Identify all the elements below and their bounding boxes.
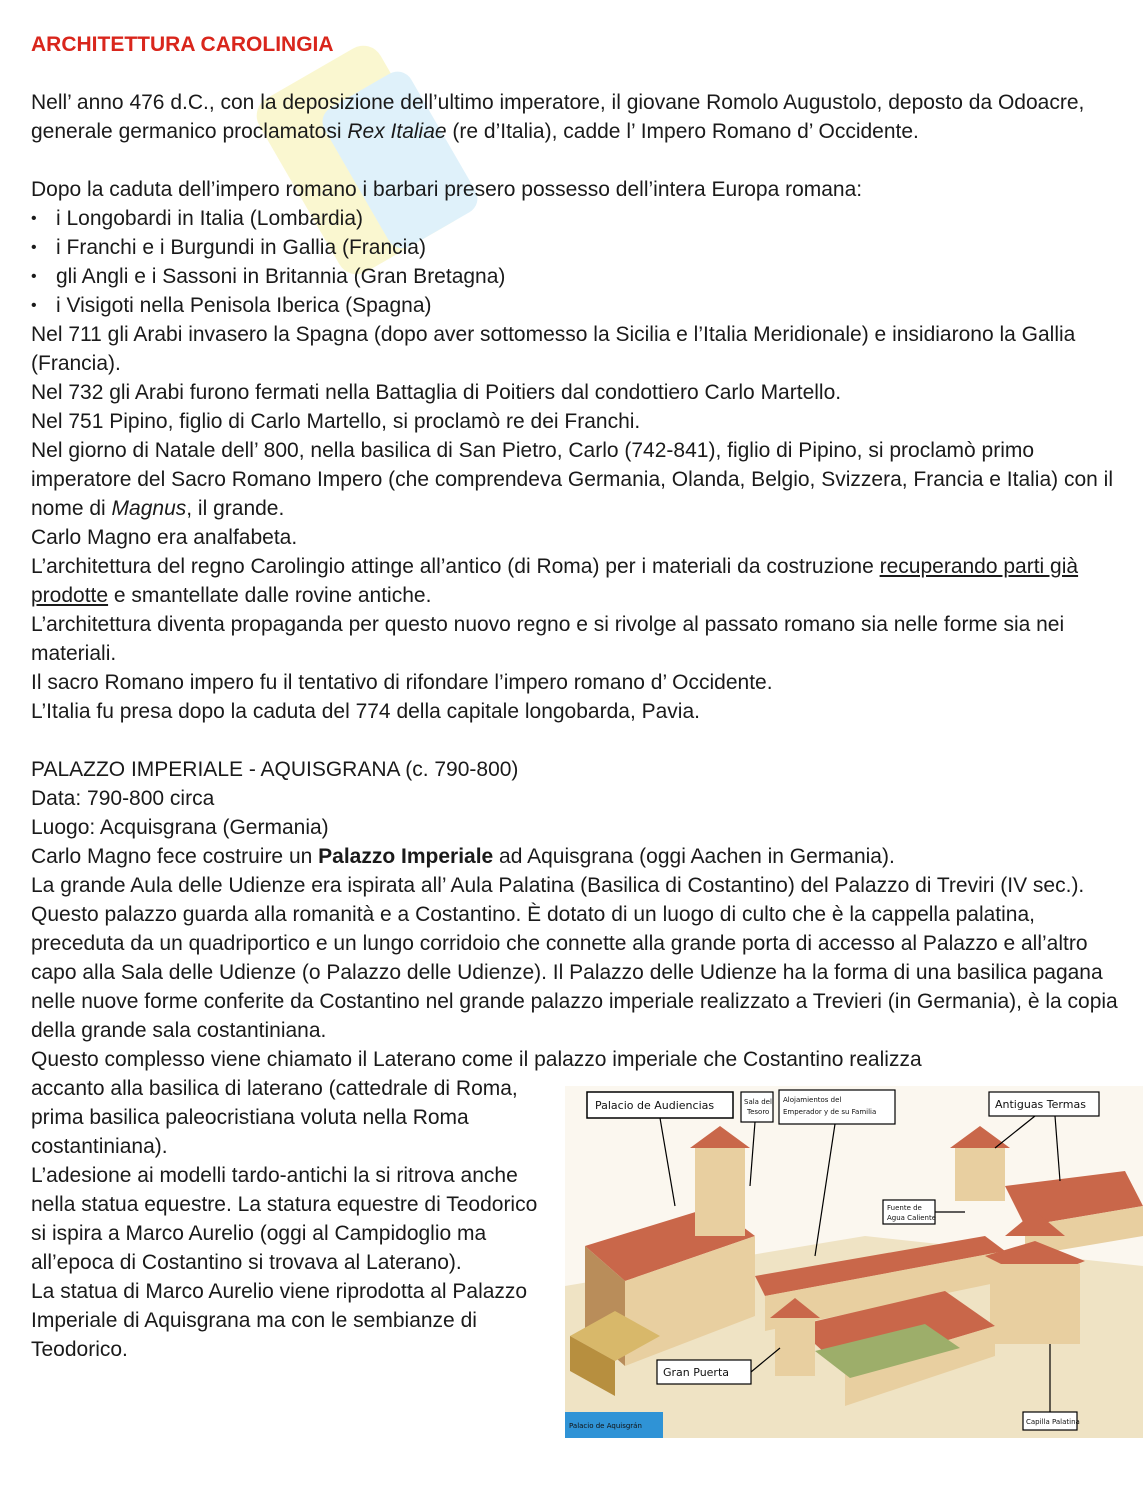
- svg-text:Palacio de Aquisgrán: Palacio de Aquisgrán: [569, 1422, 642, 1430]
- rex-italiae: Rex Italiae: [347, 120, 447, 143]
- list-item: • gli Angli e i Sassoni in Britannia (Gran Bretagna): [31, 262, 1121, 291]
- figure-caption: [565, 1412, 663, 1438]
- palazzo-data: Data: 790-800 circa: [31, 787, 215, 810]
- svg-text:Sala del: Sala del: [744, 1098, 772, 1106]
- list-item: • i Franchi e i Burgundi in Gallia (Francia): [31, 233, 1121, 262]
- svg-text:Capilla Palatina: Capilla Palatina: [1026, 1418, 1080, 1426]
- document-page: [31, 30, 1121, 1438]
- svg-text:Palacio de Audiencias: Palacio de Audiencias: [595, 1099, 715, 1112]
- barbari-list: [31, 204, 1121, 320]
- palace-illustration: [565, 1086, 1143, 1438]
- palazzo-luogo: Luogo: Acquisgrana (Germania): [31, 816, 329, 839]
- svg-text:Agua Caliente: Agua Caliente: [887, 1214, 937, 1222]
- history-sacro: Il sacro Romano impero fu il tentativo di rifondare l’impero romano d’ Occidente.: [31, 671, 773, 694]
- svg-text:Antiguas Termas: Antiguas Termas: [995, 1098, 1086, 1111]
- barbari-lead: Dopo la caduta dell’impero romano i barbari presero possesso dell’intera Europa romana:: [31, 178, 863, 201]
- history-propaganda: L’architettura diventa propaganda per questo nuovo regno e si rivolge al passato romano sia nelle forme sia nei materiali.: [31, 613, 1065, 665]
- palace-drawing: [565, 1086, 1143, 1438]
- history-751: Nel 751 Pipino, figlio di Carlo Martello, si proclamò re dei Franchi.: [31, 410, 641, 433]
- history-732: Nel 732 gli Arabi furono fermati nella Battaglia di Poitiers dal condottiero Carlo Martello.: [31, 381, 842, 404]
- list-item: • i Visigoti nella Penisola Iberica (Spagna): [31, 291, 1121, 320]
- palazzo-heading: PALAZZO IMPERIALE - AQUISGRANA (c. 790-800): [31, 758, 519, 781]
- document-title: ARCHITETTURA CAROLINGIA: [31, 33, 334, 56]
- palazzo-laterano-a: Questo complesso viene chiamato il Laterano come il palazzo imperiale che Costantino realizza: [31, 1048, 922, 1071]
- history-800: Nel giorno di Natale dell’ 800, nella basilica di San Pietro, Carlo (742-841), figlio di Pipino, si proclamò primo imperatore del Sacro Romano Impero (che comprendeva Germania, Olanda, Belgio, Svizzera, Francia e Italia) con il nome di Magnus, il grande.: [31, 439, 1114, 520]
- svg-text:Gran Puerta: Gran Puerta: [663, 1366, 730, 1379]
- svg-text:Tesoro: Tesoro: [747, 1108, 770, 1116]
- history-italia: L’Italia fu presa dopo la caduta del 774 della capitale longobarda, Pavia.: [31, 700, 700, 723]
- svg-text:Fuente de: Fuente de: [887, 1204, 922, 1212]
- palazzo-laterano-b: accanto alla basilica di laterano (cattedrale di Roma, prima basilica paleocristiana voluta nella Roma costantiniana).: [31, 1077, 518, 1158]
- palazzo-adesione: L’adesione ai modelli tardo-antichi la si ritrova anche nella statua equestre. La statura equestre di Teodorico si ispira a Marco Aurelio (oggi al Campidoglio ma all’epoca di Costantino si trovava al Laterano).: [31, 1164, 538, 1274]
- palazzo-questo: Questo palazzo guarda alla romanità e a Costantino. È dotato di un luogo di culto che è la cappella palatina, preceduta da un quadriportico e un lungo corridoio che connette alla grande porta di accesso al Palazzo e all’altro capo alla Sala delle Udienze (o Palazzo delle Udienze). Il Palazzo delle Udienze ha la forma di una basilica pagana nelle nuove forme conferite da Costantino nel grande palazzo imperiale realizzato a Trevieri (in Germania), è la copia della grande sala costantiniana.: [31, 903, 1118, 1042]
- svg-text:Emperador y de su Familia: Emperador y de su Familia: [783, 1108, 877, 1116]
- palazzo-aula: La grande Aula delle Udienze era ispirata all’ Aula Palatina (Basilica di Costantino) del Palazzo di Treviri (IV sec.).: [31, 874, 1085, 897]
- history-architettura: L’architettura del regno Carolingio attinge all’antico (di Roma) per i materiali da costruzione recuperando parti già prodotte e smantellate dalle rovine antiche.: [31, 555, 1079, 607]
- palazzo-statua: La statua di Marco Aurelio viene riprodotta al Palazzo Imperiale di Aquisgrana ma con le sembianze di Teodorico.: [31, 1280, 528, 1361]
- history-analfabeta: Carlo Magno era analfabeta.: [31, 526, 298, 549]
- history-711: Nel 711 gli Arabi invasero la Spagna (dopo aver sottomesso la Sicilia e l’Italia Meridionale) e insidiarono la Gallia (Francia).: [31, 323, 1076, 375]
- palazzo-fece: Carlo Magno fece costruire un Palazzo Imperiale ad Aquisgrana (oggi Aachen in Germania).: [31, 845, 895, 868]
- svg-text:Alojamientos del: Alojamientos del: [783, 1096, 842, 1104]
- intro-paragraph: Nell’ anno 476 d.C., con la deposizione dell’ultimo imperatore, il giovane Romolo Augustolo, deposto da Odoacre, generale germanico proclamatosi Rex Italiae (re d’Italia), cadde l’ Impero Romano d’ Occidente.: [31, 91, 1085, 143]
- list-item: • i Longobardi in Italia (Lombardia): [31, 204, 1121, 233]
